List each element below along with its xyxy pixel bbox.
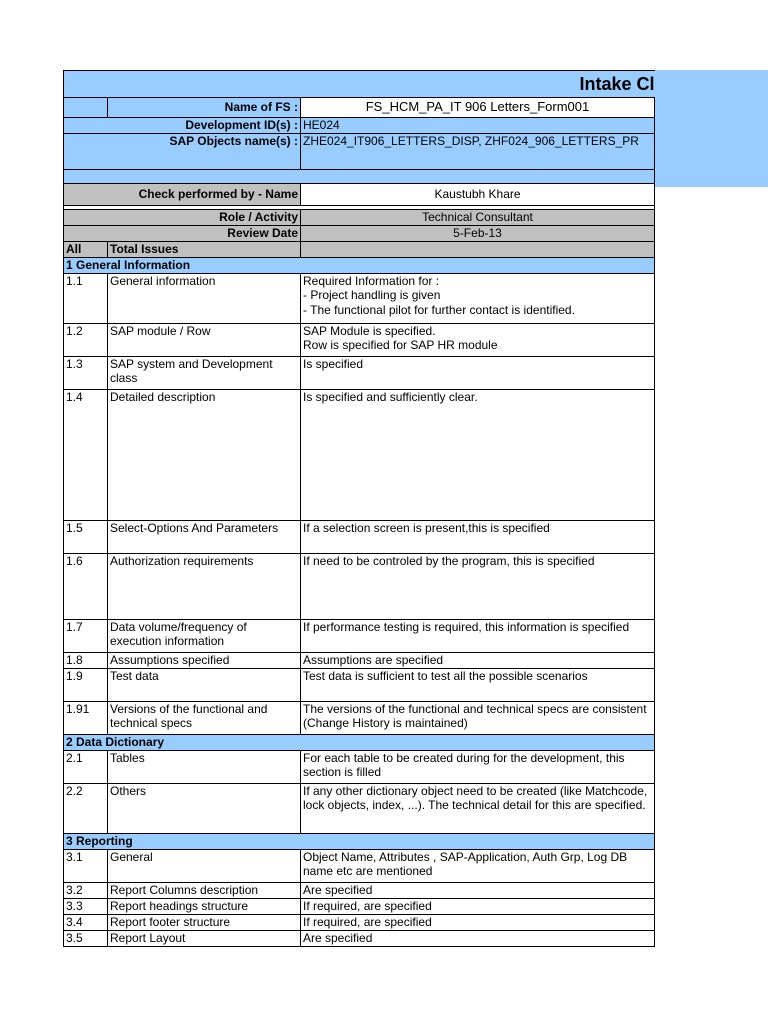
row-item: Select-Options And Parameters — [108, 520, 301, 553]
row-item: General information — [108, 273, 301, 323]
role-label: Role / Activity — [64, 210, 301, 226]
row-number: 3.5 — [64, 930, 108, 946]
row-item: Report headings structure — [108, 898, 301, 914]
title-row — [64, 71, 655, 98]
row-number: 2.1 — [64, 750, 108, 783]
row-item: Assumptions specified — [108, 652, 301, 668]
section-header — [64, 734, 655, 750]
page-title: Intake Cl — [64, 71, 655, 98]
row-item: SAP module / Row — [108, 323, 301, 356]
row-description: Required Information for : - Project handling is given - The functional pilot for further contact is identified. — [301, 273, 655, 323]
row-item: Test data — [108, 668, 301, 701]
row-item: Report Layout — [108, 930, 301, 946]
row-description: If a selection screen is present,this is specified — [301, 520, 655, 553]
table-row — [64, 783, 655, 833]
name-of-fs-value[interactable]: FS_HCM_PA_IT 906 Letters_Form001 — [301, 98, 655, 118]
row-number: 1.2 — [64, 323, 108, 356]
row-description: If need to be controled by the program, this is specified — [301, 553, 655, 619]
role-row — [64, 210, 655, 226]
row-number: 1.3 — [64, 356, 108, 389]
table-row — [64, 323, 655, 356]
row-description: Object Name, Attributes , SAP-Application, Auth Grp, Log DB name etc are mentioned — [301, 849, 655, 882]
review-date-row — [64, 226, 655, 242]
section-title: 2 Data Dictionary — [64, 734, 655, 750]
summary-blank — [301, 241, 655, 257]
summary-row — [64, 241, 655, 257]
check-performed-row — [64, 184, 655, 206]
check-performed-value[interactable]: Kaustubh Khare — [301, 184, 655, 206]
table-row — [64, 701, 655, 734]
row-item: Report footer structure — [108, 914, 301, 930]
intake-checklist-sheet — [63, 70, 654, 947]
role-value[interactable]: Technical Consultant — [301, 210, 655, 226]
sap-objects-label: SAP Objects name(s) : — [64, 134, 301, 170]
section-header — [64, 257, 655, 273]
table-row — [64, 356, 655, 389]
section-header — [64, 833, 655, 849]
table-row — [64, 898, 655, 914]
name-of-fs-label: Name of FS : — [108, 98, 301, 118]
table-row — [64, 914, 655, 930]
table-row — [64, 520, 655, 553]
row-item: Report Columns description — [108, 882, 301, 898]
checklist-table — [63, 70, 655, 947]
spacer-row — [64, 170, 655, 184]
row-description: If required, are specified — [301, 914, 655, 930]
row-item: Versions of the functional and technical specs — [108, 701, 301, 734]
row-description: Is specified — [301, 356, 655, 389]
dev-id-label: Development ID(s) : — [64, 118, 301, 134]
section-title: 3 Reporting — [64, 833, 655, 849]
review-date-label: Review Date — [64, 226, 301, 242]
row-item: SAP system and Development class — [108, 356, 301, 389]
review-date-value[interactable]: 5-Feb-13 — [301, 226, 655, 242]
row-description: Test data is sufficient to test all the possible scenarios — [301, 668, 655, 701]
row-description: If required, are specified — [301, 898, 655, 914]
summary-all: All — [64, 241, 108, 257]
row-number: 1.4 — [64, 389, 108, 520]
row-number: 3.2 — [64, 882, 108, 898]
spacer-cell — [64, 170, 655, 184]
dev-id-value[interactable]: HE024 — [301, 118, 655, 134]
row-item: Authorization requirements — [108, 553, 301, 619]
row-number: 3.1 — [64, 849, 108, 882]
sap-objects-value[interactable]: ZHE024_IT906_LETTERS_DISP, ZHF024_906_LETTERS_PR — [301, 134, 655, 170]
table-row — [64, 668, 655, 701]
row-number: 1.91 — [64, 701, 108, 734]
dev-id-row — [64, 118, 655, 134]
table-row — [64, 882, 655, 898]
row-description: Are specified — [301, 882, 655, 898]
name-of-fs-blank-cell — [64, 98, 108, 118]
row-number: 1.7 — [64, 619, 108, 652]
table-row — [64, 750, 655, 783]
row-item: Detailed description — [108, 389, 301, 520]
row-number: 1.8 — [64, 652, 108, 668]
table-row — [64, 389, 655, 520]
summary-total-issues: Total Issues — [108, 241, 301, 257]
row-description: For each table to be created during for the development, this section is filled — [301, 750, 655, 783]
sap-objects-row — [64, 134, 655, 170]
table-row — [64, 553, 655, 619]
row-description: If performance testing is required, this information is specified — [301, 619, 655, 652]
row-number: 3.3 — [64, 898, 108, 914]
table-row — [64, 930, 655, 946]
row-item: Tables — [108, 750, 301, 783]
row-item: Others — [108, 783, 301, 833]
table-row — [64, 273, 655, 323]
row-item: General — [108, 849, 301, 882]
row-number: 1.5 — [64, 520, 108, 553]
section-title: 1 General Information — [64, 257, 655, 273]
table-row — [64, 652, 655, 668]
row-item: Data volume/frequency of execution information — [108, 619, 301, 652]
row-description: If any other dictionary object need to be created (like Matchcode, lock objects, index, ...). The technical detail for this are specified. — [301, 783, 655, 833]
row-number: 1.9 — [64, 668, 108, 701]
row-description: Assumptions are specified — [301, 652, 655, 668]
row-description: The versions of the functional and technical specs are consistent (Change History is maintained) — [301, 701, 655, 734]
row-number: 2.2 — [64, 783, 108, 833]
row-number: 1.1 — [64, 273, 108, 323]
table-row — [64, 849, 655, 882]
name-of-fs-row — [64, 98, 655, 118]
row-number: 1.6 — [64, 553, 108, 619]
row-number: 3.4 — [64, 914, 108, 930]
row-description: Are specified — [301, 930, 655, 946]
row-description: Is specified and sufficiently clear. — [301, 389, 655, 520]
check-performed-label: Check performed by - Name — [64, 184, 301, 206]
table-row — [64, 619, 655, 652]
row-description: SAP Module is specified. Row is specified for SAP HR module — [301, 323, 655, 356]
